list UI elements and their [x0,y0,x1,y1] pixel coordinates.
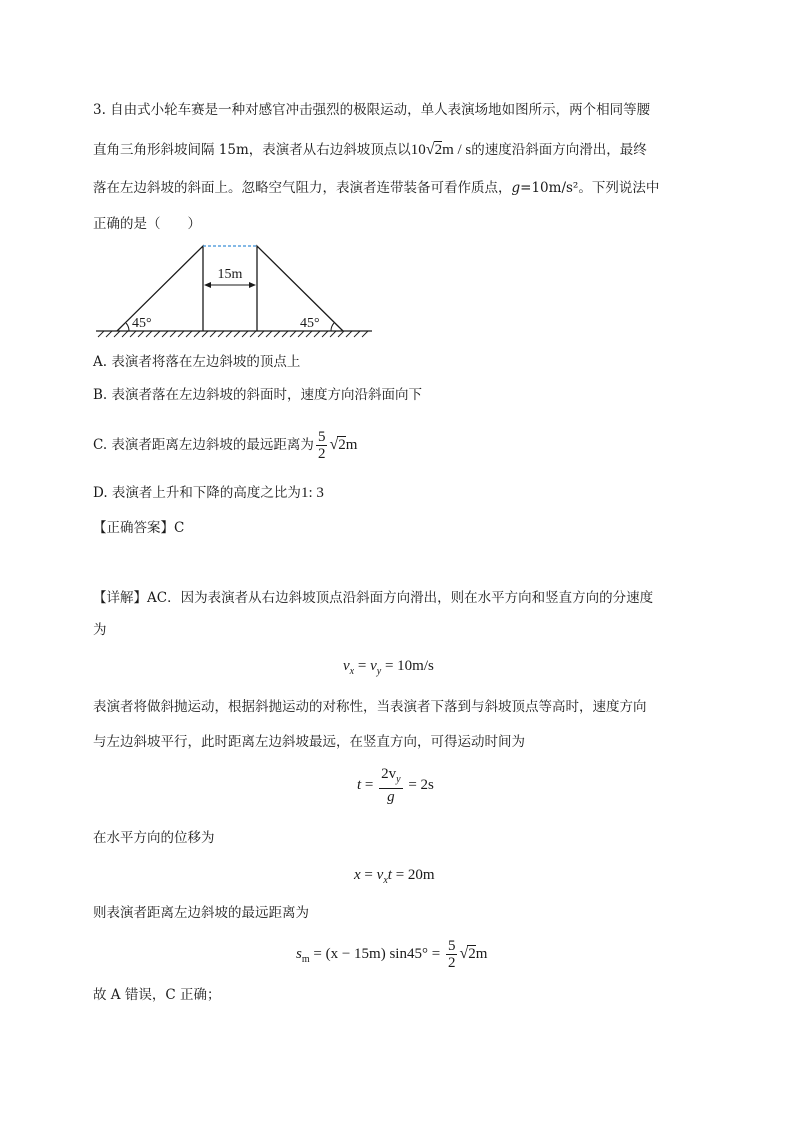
answer: 【正确答案】C [93,520,185,536]
explanation-p3: 在水平方向的位移为 [93,830,215,846]
left-angle-arc [126,323,129,331]
option-b: B. 表演者落在左边斜坡的斜面时，速度方向沿斜面向下 [93,387,423,403]
equation-3: $x = v_xt = 20m$ [354,867,435,886]
explanation-p1-line2: 为 [93,622,107,638]
ramp-diagram [92,240,377,345]
explanation-p2-line2: 与左边斜坡平行，此时距离左边斜坡最远，在竖直方向，可得运动时间为 [93,734,525,750]
question-line-1: 3. 自由式小轮车赛是一种对感官冲击强烈的极限运动，单人表演场地如图所示，两个相同等腰 [93,102,651,118]
equation-4: $s_m = (x - 15m) \sin 45^\circ$ = $\frac{5}{2}$ √2m [296,938,488,972]
question-line-4: 正确的是（ ） [93,216,201,232]
speed-value: 10√2m / s [410,141,472,158]
left-ramp [117,246,203,331]
fraction: $\frac{5}{2}$ [317,429,326,463]
ground-hatching [98,331,368,337]
question-line-2 [93,140,647,160]
question-line-3: 落在左边斜坡的斜面上。忽略空气阻力，表演者连带装备可看作质点，g=10m/s²。下列说法中 [93,180,660,196]
equation-1: $v_x = v_y = 10m/s$ [343,658,434,677]
question-text: 直角三角形斜坡间隔 15m，表演者从右边斜坡顶点以 [93,142,411,158]
right-angle-label: 45° [300,316,320,331]
option-d: D. 表演者上升和下降的高度之比为1: 3 [93,485,324,501]
explanation-p2-line1: 表演者将做斜抛运动，根据斜抛运动的对称性，当表演者下落到与斜坡顶点等高时，速度方向 [93,699,647,715]
right-angle-arc [331,323,334,331]
option-c: C. 表演者距离左边斜坡的最远距离为 $\frac{5}{2}$ √2m [93,429,358,463]
option-a: A. 表演者将落在左边斜坡的顶点上 [93,354,301,370]
question-text: 的速度沿斜面方向滑出，最终 [471,142,647,158]
explanation-p4: 则表演者距离左边斜坡的最远距离为 [93,905,309,921]
equation-2: t = $\frac{2v_y}{g}$ = 2s [357,766,434,806]
left-angle-label: 45° [132,316,152,331]
explanation-p5: 故 A 错误，C 正确； [93,987,221,1003]
explanation-p1-line1: 【详解】AC．因为表演者从右边斜坡顶点沿斜面方向滑出，则在水平方向和竖直方向的分速度 [93,590,654,606]
gap-label: 15m [217,267,243,282]
